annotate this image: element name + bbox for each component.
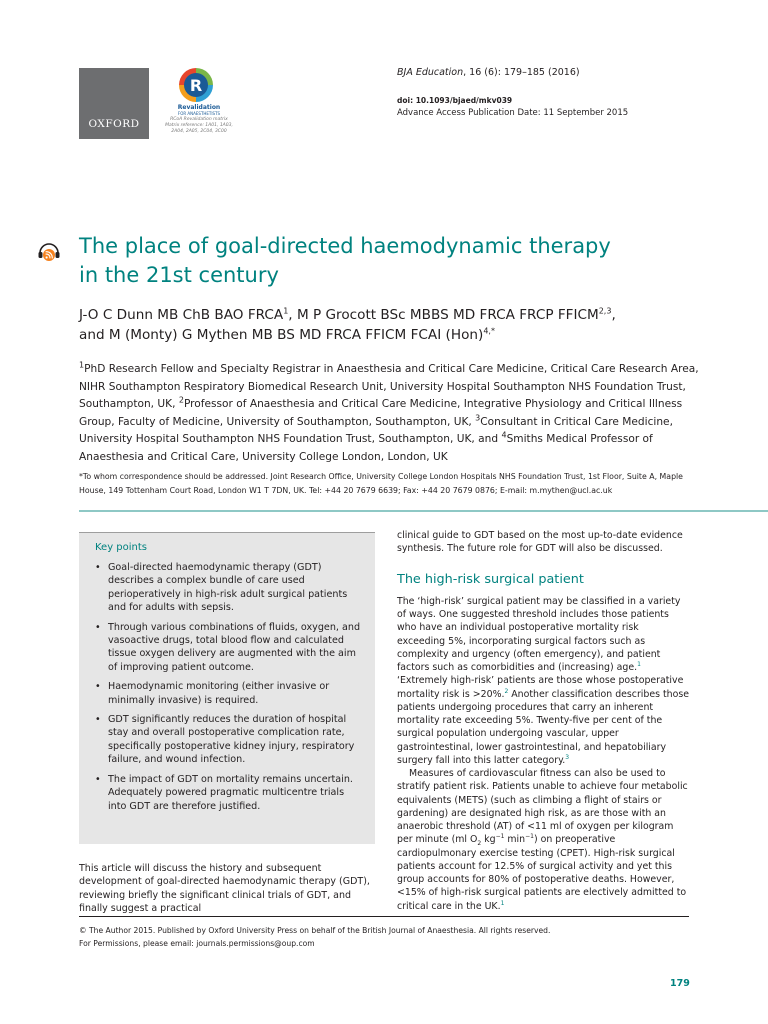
advance-access-date: Advance Access Publication Date: 11 September 2015	[397, 108, 629, 118]
list-item: • Goal-directed haemodynamic therapy (GDT) describes a complex bundle of care used perioperatively in high-risk adult surgical patients and for adults with sepsis.	[95, 561, 361, 615]
section-heading: The high-risk surgical patient	[397, 571, 584, 587]
oxford-logo-text: OXFORD	[88, 118, 140, 130]
reference-link[interactable]: 1	[637, 660, 641, 668]
podcast-icon[interactable]	[37, 239, 61, 263]
revalidation-logo	[160, 68, 238, 150]
article-title: The place of goal-directed haemodynamic therapy in the 21st century	[79, 234, 611, 287]
copyright-notice: © The Author 2015. Published by Oxford University Press on behalf of the British Journal of Anaesthesia. All rights reserved.	[79, 926, 551, 935]
intro-paragraph: This article will discuss the history and subsequent development of goal-directed haemodynamic therapy (GDT), reviewing briefly the significant clinical trials of GDT, and finally suggest a practical	[79, 863, 370, 914]
oxford-logo	[79, 68, 149, 139]
list-item: • Haemodynamic monitoring (either invasive or minimally invasive) is required.	[95, 680, 361, 707]
journal-citation: BJA Education, 16 (6): 179–185 (2016)	[397, 67, 580, 78]
list-item: • Through various combinations of fluids, oxygen, and vasoactive drugs, total blood flow and calculated tissue oxygen delivery are augmented with the aim of improving patient outcome.	[95, 621, 361, 675]
section-divider	[79, 510, 768, 512]
author-list: J-O C Dunn MB ChB BAO FRCA$^1$, M P Grocott BSc MBBS MD FRCA FRCP FFICM$^{2,3}$, and M (Monty) G Mythen MB BS MD FRCA FFICM FCAI (Hon)$^{4,*}$	[79, 306, 616, 343]
list-item: • GDT significantly reduces the duration of hospital stay and overall postoperative complication rate, specifically postoperative kidney injury, respiratory failure, and wound infection.	[95, 713, 361, 767]
revalidation-sub: FOR ANAESTHETISTS	[177, 111, 221, 116]
intro-continued: clinical guide to GDT based on the most up-to-date evidence synthesis. The future role for GDT will also be discussed.	[397, 530, 683, 555]
correspondence-note: *To whom correspondence should be addressed. Joint Research Office, University College London Hospitals NHS Foundation Trust, 1st Floor, Suite A, Maple House, 149 Tottenham Court Road, London W1 T 7DN, UK. Tel: +44 20 7679 6639; Fax: +44 20 7679 0876; E-mail: m.mythen@ucl.ac.uk	[79, 472, 683, 495]
page-number: 179	[670, 978, 690, 989]
reference-link[interactable]: 1	[500, 899, 505, 907]
key-points-title: Key points	[95, 542, 148, 553]
list-item: • The impact of GDT on mortality remains uncertain. Adequately powered pragmatic multicentre trials into GDT are therefore justified.	[95, 773, 361, 813]
footer-divider	[79, 916, 689, 917]
revalidation-letter: R	[184, 73, 208, 97]
doi-link[interactable]: doi: 10.1093/bjaed/mkv039	[397, 96, 513, 105]
key-points-box	[79, 532, 375, 844]
right-column	[397, 529, 689, 913]
permissions-notice: For Permissions, please email: journals.permissions@oup.com	[79, 939, 315, 948]
revalidation-matrix: RCoA Revalidation matrix Matrix reference: 1A01, 1A03, 2A04, 2A05, 2C04, 3C00	[165, 117, 233, 134]
key-points-list	[95, 561, 361, 813]
paragraph-fitness: Measures of cardiovascular fitness can also be used to stratify patient risk. Patients unable to achieve four metabolic equivalents (METS) (such as climbing a flight of stairs or gardening) are designated high risk, as are those with an anaerobic threshold (AT) of <11 ml of oxygen per kilogram per minute (ml $O_2$ $kg^{-1}$ $\min^{-1}$) on preoperative cardiopulmonary exercise testing (CPET). High-risk surgical patients account for 12.5% of surgical activity and yet this group accounts for 80% of postoperative deaths. However, <15% of high-risk surgical patients are electively admitted to critical care in the UK.$^1$	[397, 768, 688, 912]
reference-link[interactable]: 3	[565, 753, 570, 761]
revalidation-name: Revalidation	[177, 104, 221, 111]
affiliations: $^1$PhD Research Fellow and Specialty Registrar in Anaesthesia and Critical Care Medicine, Critical Care Research Area, NIHR Southampton Respiratory Biomedical Research Unit, University Hospital Southampton NHS Foundation Trust, Southampton, UK, $^2$Professor of Anaesthesia and Critical Care Medicine, Integrative Physiology and Critical Illness Group, Faculty of Medicine, University of Southampton, Southampton, UK, $^3$Consultant in Critical Care Medicine, University Hospital Southampton NHS Foundation Trust, Southampton, UK, and $^4$Smiths Medical Professor of Anaesthesia and Critical Care, University College London, London, UK	[79, 360, 699, 463]
paragraph-high-risk: The ‘high-risk’ surgical patient may be classified in a variety of ways. One suggested threshold includes those patients who have an individual postoperative mortality risk exceeding 5%, incorporating surgical factors such as complexity and urgency (often emergency), and patient factors such as comorbidities and (increasing) age.$^1$ ‘Extremely high-risk’ patients are those whose postoperative mortality risk is >20%.$^2$ Another classification describes those patients undergoing procedures that carry an inherent mortality rate exceeding 5%. Twenty-five per cent of the surgical population undergoing vascular, upper gastrointestinal, lower gastrointestinal, and hepatobiliary surgery fall into this latter category.$^3$	[397, 595, 689, 766]
reference-link[interactable]: 2	[504, 687, 509, 695]
